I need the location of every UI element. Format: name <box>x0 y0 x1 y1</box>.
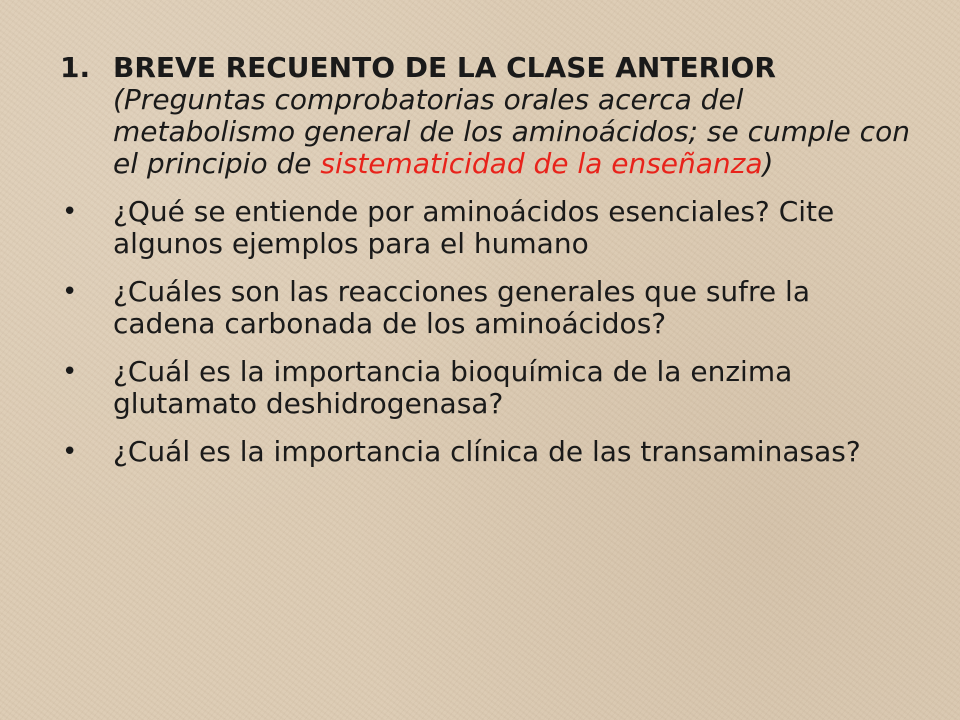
question-item <box>60 276 920 340</box>
question-item <box>60 436 920 468</box>
highlight-text: sistematicidad de la enseñanza <box>320 147 763 180</box>
question-text: ¿Cuáles son las reacciones generales que sufre la cadena carbonada de los aminoácidos? <box>113 275 810 340</box>
heading-number: 1. <box>60 51 91 84</box>
heading-title: BREVE RECUENTO DE LA CLASE ANTERIOR <box>113 51 776 84</box>
heading-note <box>113 83 910 180</box>
heading-item <box>60 52 920 180</box>
bullet-icon: • <box>62 437 78 467</box>
slide-content <box>60 52 920 484</box>
question-text: ¿Cuál es la importancia clínica de las transaminasas? <box>113 435 861 468</box>
heading-note-text: (Preguntas comprobatorias orales acerca del metabolismo general de los aminoácidos; se cumple con el principio de <box>113 83 910 180</box>
heading-note-close: ) <box>762 147 774 180</box>
bullet-icon: • <box>62 277 78 307</box>
bullet-icon: • <box>62 357 78 387</box>
question-item <box>60 356 920 420</box>
question-text: ¿Cuál es la importancia bioquímica de la enzima glutamato deshidrogenasa? <box>113 355 793 420</box>
question-item <box>60 196 920 260</box>
bullet-icon: • <box>62 197 78 227</box>
question-text: ¿Qué se entiende por aminoácidos esenciales? Cite algunos ejemplos para el humano <box>113 195 835 260</box>
